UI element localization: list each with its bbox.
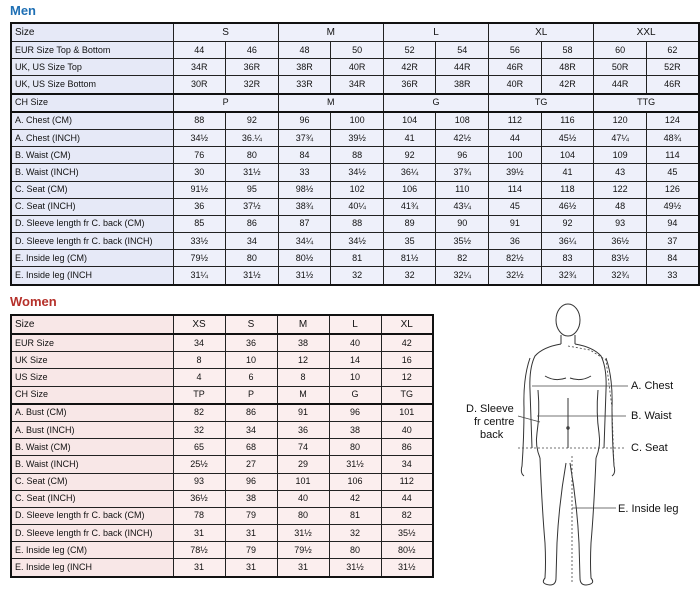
table-cell: 81 <box>331 250 384 267</box>
table-cell: 31½ <box>277 525 329 542</box>
table-row <box>11 215 699 232</box>
table-cell: 34 <box>225 421 277 438</box>
table-cell: 36 <box>173 198 226 215</box>
table-cell: 50 <box>331 42 384 59</box>
row-label: UK, US Size Bottom <box>11 76 173 94</box>
table-cell: 58 <box>541 42 594 59</box>
table-cell: 48 <box>594 198 647 215</box>
table-cell: 40 <box>381 421 433 438</box>
table-cell: 35½ <box>436 233 489 250</box>
table-cell: 104 <box>383 112 436 130</box>
table-cell: 88 <box>331 147 384 164</box>
table-row <box>11 421 433 438</box>
table-cell: 46R <box>489 59 542 76</box>
size-header-xxl: XXL <box>594 23 699 42</box>
table-cell: 48¾ <box>646 129 699 146</box>
table-cell: 34 <box>173 334 225 352</box>
table-cell: 29 <box>277 456 329 473</box>
table-cell: 35½ <box>381 525 433 542</box>
table-cell: 80 <box>329 542 381 559</box>
table-cell: 106 <box>383 181 436 198</box>
table-row <box>11 334 433 352</box>
sleeve-label-line2: fr centre <box>474 416 515 428</box>
table-cell: 85 <box>173 215 226 232</box>
size-header-cell: Size <box>11 23 173 42</box>
waist-label: B. Waist <box>631 410 672 422</box>
table-cell: 8 <box>173 352 225 369</box>
table-cell: P <box>173 94 278 112</box>
table-cell: 91 <box>489 215 542 232</box>
table-cell: 30R <box>173 76 226 94</box>
table-cell: 78½ <box>173 542 225 559</box>
table-cell: 34 <box>381 456 433 473</box>
row-label: D. Sleeve length fr C. back (INCH) <box>11 525 173 542</box>
table-cell: 98½ <box>278 181 331 198</box>
table-cell: 82 <box>173 404 225 422</box>
table-cell: 36 <box>277 421 329 438</box>
row-label: US Size <box>11 369 173 386</box>
table-cell: M <box>278 94 383 112</box>
table-cell: 46R <box>646 76 699 94</box>
table-cell: 38 <box>225 490 277 507</box>
table-cell: 81 <box>329 507 381 524</box>
table-cell: 110 <box>436 181 489 198</box>
table-cell: 32 <box>331 267 384 285</box>
table-cell: 87 <box>278 215 331 232</box>
table-cell: 32½ <box>489 267 542 285</box>
sleeve-label-line1: D. Sleeve <box>466 403 514 415</box>
table-cell: 79 <box>225 542 277 559</box>
table-cell: 86 <box>225 404 277 422</box>
table-cell: 38R <box>436 76 489 94</box>
table-cell: 36¼ <box>383 164 436 181</box>
table-row <box>11 181 699 198</box>
table-cell: 16 <box>381 352 433 369</box>
table-cell: 104 <box>541 147 594 164</box>
table-cell: 32 <box>383 267 436 285</box>
row-label: C. Seat (INCH) <box>11 490 173 507</box>
size-header-xl: XL <box>381 315 433 334</box>
table-cell: 76 <box>173 147 226 164</box>
table-cell: 50R <box>594 59 647 76</box>
table-cell: 48R <box>541 59 594 76</box>
row-label: A. Bust (INCH) <box>11 421 173 438</box>
table-cell: 114 <box>489 181 542 198</box>
row-label: B. Waist (CM) <box>11 147 173 164</box>
size-header-cell: Size <box>11 315 173 334</box>
table-cell: 48 <box>278 42 331 59</box>
row-label: D. Sleeve length fr C. back (CM) <box>11 215 173 232</box>
women-size-table <box>10 314 434 578</box>
table-cell: 102 <box>331 181 384 198</box>
row-label: UK Size <box>11 352 173 369</box>
table-cell: 89 <box>383 215 436 232</box>
table-cell: 124 <box>646 112 699 130</box>
table-cell: 10 <box>329 369 381 386</box>
table-row <box>11 507 433 524</box>
row-label: E. Inside leg (INCH <box>11 559 173 577</box>
table-cell: 31 <box>225 559 277 577</box>
table-cell: 36R <box>383 76 436 94</box>
men-section-title: Men <box>10 3 36 18</box>
table-cell: 41 <box>541 164 594 181</box>
table-cell: 42R <box>383 59 436 76</box>
table-cell: 44 <box>489 129 542 146</box>
table-cell: 45½ <box>541 129 594 146</box>
table-cell: 36.¼ <box>226 129 279 146</box>
seat-label: C. Seat <box>631 442 668 454</box>
table-cell: 79½ <box>173 250 226 267</box>
table-cell: 40R <box>489 76 542 94</box>
row-label: D. Sleeve length fr C. back (INCH) <box>11 233 173 250</box>
table-cell: 31½ <box>226 267 279 285</box>
table-cell: 32R <box>226 76 279 94</box>
row-label: EUR Size <box>11 334 173 352</box>
women-section-title: Women <box>10 294 57 309</box>
table-cell: 38 <box>329 421 381 438</box>
table-cell: 112 <box>381 473 433 490</box>
table-cell: 114 <box>646 147 699 164</box>
table-cell: 82½ <box>489 250 542 267</box>
table-cell: 41 <box>383 129 436 146</box>
table-cell: 39½ <box>331 129 384 146</box>
table-row <box>11 490 433 507</box>
row-label: E. Inside leg (INCH <box>11 267 173 285</box>
size-header-s: S <box>173 23 278 42</box>
table-row <box>11 352 433 369</box>
table-row <box>11 42 699 59</box>
table-cell: 44 <box>173 42 226 59</box>
table-cell: 88 <box>173 112 226 130</box>
table-cell: 100 <box>489 147 542 164</box>
table-cell: 12 <box>277 352 329 369</box>
row-label: EUR Size Top & Bottom <box>11 42 173 59</box>
table-row <box>11 112 699 130</box>
table-cell: 101 <box>381 404 433 422</box>
table-cell: 43 <box>594 164 647 181</box>
table-cell: 83 <box>541 250 594 267</box>
table-cell: 54 <box>436 42 489 59</box>
table-cell: 31½ <box>381 559 433 577</box>
table-row <box>11 233 699 250</box>
table-cell: 74 <box>277 439 329 456</box>
table-cell: 37 <box>646 233 699 250</box>
table-cell: 46 <box>226 42 279 59</box>
row-label: C. Seat (CM) <box>11 473 173 490</box>
table-cell: 126 <box>646 181 699 198</box>
table-cell: 91½ <box>173 181 226 198</box>
table-cell: TP <box>173 386 225 404</box>
table-cell: 88 <box>331 215 384 232</box>
table-cell: 4 <box>173 369 225 386</box>
table-cell: 34R <box>173 59 226 76</box>
row-label: E. Inside leg (CM) <box>11 250 173 267</box>
table-cell: 32¼ <box>436 267 489 285</box>
row-label: CH Size <box>11 386 173 404</box>
table-cell: 36 <box>489 233 542 250</box>
table-cell: 37½ <box>226 198 279 215</box>
table-cell: 36½ <box>594 233 647 250</box>
men-size-table <box>10 22 700 286</box>
table-cell: 78 <box>173 507 225 524</box>
table-cell: 118 <box>541 181 594 198</box>
table-cell: 79½ <box>277 542 329 559</box>
inside-leg-label: E. Inside leg <box>618 503 679 515</box>
table-cell: 96 <box>436 147 489 164</box>
row-label: C. Seat (INCH) <box>11 198 173 215</box>
table-cell: 84 <box>278 147 331 164</box>
table-cell: 30 <box>173 164 226 181</box>
table-cell: 40R <box>331 59 384 76</box>
table-cell: 35 <box>383 233 436 250</box>
row-label: A. Chest (CM) <box>11 112 173 130</box>
table-row <box>11 559 433 577</box>
table-cell: P <box>225 386 277 404</box>
table-cell: 34 <box>226 233 279 250</box>
size-header-xl: XL <box>489 23 594 42</box>
table-cell: 40 <box>277 490 329 507</box>
table-cell: 42 <box>381 334 433 352</box>
table-row <box>11 198 699 215</box>
table-cell: 93 <box>173 473 225 490</box>
table-cell: 80½ <box>278 250 331 267</box>
table-cell: 60 <box>594 42 647 59</box>
table-cell: 68 <box>225 439 277 456</box>
table-cell: G <box>383 94 488 112</box>
table-cell: 92 <box>383 147 436 164</box>
size-header-s: S <box>225 315 277 334</box>
table-cell: 10 <box>225 352 277 369</box>
table-cell: 34¼ <box>278 233 331 250</box>
table-row <box>11 94 699 112</box>
table-cell: 39½ <box>489 164 542 181</box>
table-cell: 33 <box>646 267 699 285</box>
table-cell: 36¼ <box>541 233 594 250</box>
table-cell: M <box>277 386 329 404</box>
table-cell: 52 <box>383 42 436 59</box>
size-header-m: M <box>278 23 383 42</box>
table-cell: 38R <box>278 59 331 76</box>
table-cell: 93 <box>594 215 647 232</box>
table-cell: 86 <box>381 439 433 456</box>
table-cell: 52R <box>646 59 699 76</box>
women-header-row <box>11 315 433 334</box>
table-cell: 37¾ <box>278 129 331 146</box>
row-label: E. Inside leg (CM) <box>11 542 173 559</box>
men-header-row <box>11 23 699 42</box>
table-cell: 65 <box>173 439 225 456</box>
row-label: D. Sleeve length fr C. back (CM) <box>11 507 173 524</box>
table-cell: 80½ <box>381 542 433 559</box>
table-cell: 44 <box>381 490 433 507</box>
table-cell: 34½ <box>173 129 226 146</box>
table-cell: 100 <box>331 112 384 130</box>
table-cell: 42½ <box>436 129 489 146</box>
table-cell: 31¼ <box>173 267 226 285</box>
table-cell: 8 <box>277 369 329 386</box>
table-cell: 80 <box>277 507 329 524</box>
table-cell: 80 <box>226 250 279 267</box>
table-cell: 45 <box>489 198 542 215</box>
table-cell: TG <box>381 386 433 404</box>
row-label: B. Waist (CM) <box>11 439 173 456</box>
table-cell: 31½ <box>278 267 331 285</box>
size-header-m: M <box>277 315 329 334</box>
table-cell: 40 <box>329 334 381 352</box>
table-cell: 32 <box>329 525 381 542</box>
size-header-xs: XS <box>173 315 225 334</box>
row-label: UK, US Size Top <box>11 59 173 76</box>
table-cell: 106 <box>329 473 381 490</box>
table-cell: 120 <box>594 112 647 130</box>
table-cell: 38¾ <box>278 198 331 215</box>
table-cell: TTG <box>594 94 699 112</box>
table-row <box>11 525 433 542</box>
table-cell: 32¾ <box>594 267 647 285</box>
table-cell: 12 <box>381 369 433 386</box>
table-row <box>11 267 699 285</box>
table-row <box>11 147 699 164</box>
table-row <box>11 250 699 267</box>
table-cell: 79 <box>225 507 277 524</box>
body-measurement-figure <box>440 298 698 591</box>
table-cell: 34R <box>331 76 384 94</box>
table-cell: 31½ <box>226 164 279 181</box>
table-row <box>11 369 433 386</box>
table-cell: 82 <box>436 250 489 267</box>
table-cell: 108 <box>436 112 489 130</box>
table-cell: 45 <box>646 164 699 181</box>
table-cell: 84 <box>646 250 699 267</box>
table-cell: 91 <box>277 404 329 422</box>
table-cell: 47¼ <box>594 129 647 146</box>
table-cell: 96 <box>329 404 381 422</box>
table-cell: 86 <box>226 215 279 232</box>
table-cell: 83½ <box>594 250 647 267</box>
table-row <box>11 542 433 559</box>
table-cell: 31 <box>225 525 277 542</box>
row-label: CH Size <box>11 94 173 112</box>
table-cell: 44R <box>594 76 647 94</box>
table-cell: 82 <box>381 507 433 524</box>
table-cell: 112 <box>489 112 542 130</box>
table-row <box>11 439 433 456</box>
table-cell: 34½ <box>331 233 384 250</box>
table-row <box>11 456 433 473</box>
table-cell: 46½ <box>541 198 594 215</box>
table-cell: 62 <box>646 42 699 59</box>
table-cell: 80 <box>226 147 279 164</box>
table-cell: 36R <box>226 59 279 76</box>
table-cell: 109 <box>594 147 647 164</box>
table-cell: 36½ <box>173 490 225 507</box>
row-label: C. Seat (CM) <box>11 181 173 198</box>
table-cell: 31 <box>173 559 225 577</box>
table-row <box>11 473 433 490</box>
table-row <box>11 129 699 146</box>
sleeve-pointer <box>518 416 540 422</box>
table-cell: 96 <box>278 112 331 130</box>
table-cell: 25½ <box>173 456 225 473</box>
table-cell: TG <box>489 94 594 112</box>
table-cell: 40¼ <box>331 198 384 215</box>
table-cell: 81½ <box>383 250 436 267</box>
row-label: A. Chest (INCH) <box>11 129 173 146</box>
table-cell: 34½ <box>331 164 384 181</box>
row-label: B. Waist (INCH) <box>11 164 173 181</box>
table-row <box>11 164 699 181</box>
table-cell: G <box>329 386 381 404</box>
table-cell: 56 <box>489 42 542 59</box>
table-cell: 94 <box>646 215 699 232</box>
table-cell: 44R <box>436 59 489 76</box>
table-cell: 96 <box>225 473 277 490</box>
table-cell: 43¼ <box>436 198 489 215</box>
table-cell: 27 <box>225 456 277 473</box>
row-label: B. Waist (INCH) <box>11 456 173 473</box>
table-cell: 92 <box>226 112 279 130</box>
table-cell: 42R <box>541 76 594 94</box>
size-header-l: L <box>383 23 488 42</box>
table-cell: 37¾ <box>436 164 489 181</box>
table-row <box>11 386 433 404</box>
table-cell: 32 <box>173 421 225 438</box>
table-cell: 41¾ <box>383 198 436 215</box>
size-header-l: L <box>329 315 381 334</box>
table-cell: 49½ <box>646 198 699 215</box>
table-cell: 38 <box>277 334 329 352</box>
table-cell: 32¾ <box>541 267 594 285</box>
table-row <box>11 76 699 94</box>
table-cell: 31 <box>173 525 225 542</box>
table-row <box>11 59 699 76</box>
table-cell: 33R <box>278 76 331 94</box>
table-cell: 6 <box>225 369 277 386</box>
table-cell: 95 <box>226 181 279 198</box>
table-cell: 122 <box>594 181 647 198</box>
table-row <box>11 404 433 422</box>
table-cell: 33 <box>278 164 331 181</box>
table-cell: 31½ <box>329 559 381 577</box>
table-cell: 31 <box>277 559 329 577</box>
table-cell: 92 <box>541 215 594 232</box>
sleeve-label-line3: back <box>480 429 504 441</box>
table-cell: 80 <box>329 439 381 456</box>
table-cell: 101 <box>277 473 329 490</box>
table-cell: 116 <box>541 112 594 130</box>
table-cell: 31½ <box>329 456 381 473</box>
table-cell: 90 <box>436 215 489 232</box>
table-cell: 42 <box>329 490 381 507</box>
table-cell: 36 <box>225 334 277 352</box>
chest-label: A. Chest <box>631 380 674 392</box>
table-cell: 14 <box>329 352 381 369</box>
row-label: A. Bust (CM) <box>11 404 173 422</box>
table-cell: 33½ <box>173 233 226 250</box>
